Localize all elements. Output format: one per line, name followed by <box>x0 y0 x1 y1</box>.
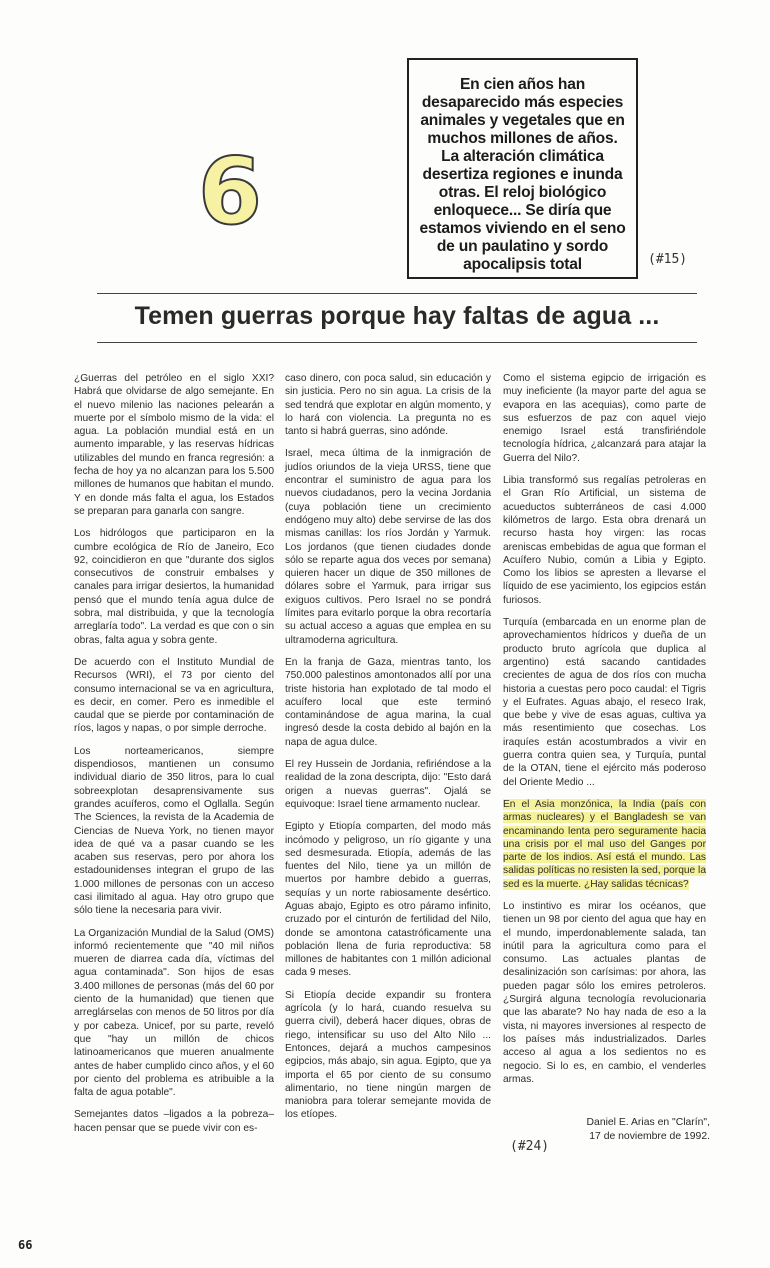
quote-reference: (#15) <box>648 252 688 267</box>
paragraph: El rey Hussein de Jordania, refiriéndose a la realidad de la zona descripta, dijo: "Esto dará origen a nuevas guerras". Ojalá se equivoque: Israel tiene armamento nuclear. <box>285 759 491 810</box>
paragraph: Turquía (embarcada en un enorme plan de aprovechamientos hídricos y dueña de un producto bruto agrícola que duplica al argentino) está sacando cantidades crecientes de agua de dos ríos con mucha historia a cuestas pero poco caudal: el Tigris y el Eufrates. Aguas abajo, el reseco Irak, que bebe y vive de esas aguas, cultiva ya más resentimiento que cosechas. Los iraquíes están acostumbrados a vivir en guerra contra quien sea, y Turquía, puntal de la OTAN, tiene el ejército más poderoso del Oriente Medio ... <box>503 617 706 788</box>
paragraph: Como el sistema egipcio de irrigación es muy ineficiente (la mayor parte del agua se evapora en las acequias), como parte de sus esfuerzos de paz con aquel viejo enemigo Israel está transfiriéndole tecnología hídrica, ¿alcanzará para atajar la Guerra del Nilo?. <box>503 373 706 464</box>
bottom-reference: (#24) <box>510 1139 550 1154</box>
byline <box>540 1116 710 1143</box>
paragraph: Libia transformó sus regalías petroleras en el Gran Río Artificial, un sistema de acueductos subterráneos de casi 4.000 kilómetros de largo. Esta obra drenará un recurso hasta hoy virgen: las rocas areniscas embebidas de agua que forman el Acuífero Nubio, común a Libia y Egipto. Como los libios se apresten a llevarse el líquido de ese yacimiento, los egipcios están furiosos. <box>503 475 706 606</box>
pull-quote-box <box>407 58 638 279</box>
article-headline: Temen guerras porque hay faltas de agua ... <box>134 302 660 330</box>
page-number: 66 <box>18 1238 33 1252</box>
paragraph: Los norteamericanos, siempre dispendiosos, mantienen un consumo individual diario de 350 litros, para lo cual sobreexplotan desaprensivamente sus grandes acuíferos, como el Ogllalla. Según The Sciences, la revista de la Academia de Ciencias de Nueva York, no tienen mayor idea de qué va a pasar cuando se les acaben sus reservas, pero por ahora los estadounidenses integran el grupo de las 1.000 millones de personas con un acceso casi ilimitado al agua. Hay otro grupo que sólo tiene la necesaria para vivir. <box>74 745 274 917</box>
paragraph: Israel, meca última de la inmigración de judíos oriundos de la vieja URSS, tiene que encontrar el suministro de agua para los nuevos ciudadanos, pero la vecina Jordania (cuya población tiene un crecimiento endógeno muy alto) debe servirse de las dos mismas canillas: los ríos Jordán y Yarmuk. Los jordanos (que tienen ciudades donde sólo se reparte agua dos veces por semana) quieren hacer un dique de 350 millones de dólares sobre el Yarmuk, para irrigar sus exiguos cultivos. Pero Israel no se pondrá límites para evitarlo porque la obra recortaría su actual acceso a aguas que emplea en su ultramoderna agricultura. <box>285 448 491 646</box>
highlight: En el Asia monzónica, la India (país con armas nucleares) y el Bangladesh se van encaminando lenta pero seguramente hacia una crisis por el mal uso del Ganges por parte de los indios. Así está el mundo. Las salidas políticas no resisten la sed, porque la sed es la muerte. ¿Hay salidas técnicas? <box>503 798 706 890</box>
highlighted-paragraph <box>503 798 706 891</box>
headline-rule-bottom <box>97 342 697 343</box>
text-column-1 <box>74 372 274 1144</box>
headline-rule-top <box>97 293 697 294</box>
paragraph: caso dinero, con poca salud, sin educación y sin justicia. Pero no sin agua. La crisis de la sed tendrá que explotar en algún momento, y lo hará con violencia. La pregunta no es tanto si habrá guerras, sino adónde. <box>285 373 491 438</box>
paragraph: Egipto y Etiopía comparten, del modo más incómodo y peligroso, un río gigante y una sed desmesurada. Etiopía, además de las fuentes del Nilo, tiene ya un millón de muertos por hambre debido a guerras, sequías y un norte rabiosamente desértico. Aguas abajo, Egipto es otro páramo infinito, cruzado por el cinturón de fertilidad del Nilo, donde se amontona catastróficamente una población llena de furia reproductiva: 58 millones de habitantes con 1 millón adicional cada 9 meses. <box>285 821 491 979</box>
paragraph: Semejantes datos –ligados a la pobreza– hacen pensar que se puede vivir con es- <box>74 1109 274 1134</box>
paragraph: La Organización Mundial de la Salud (OMS) informó recientemente que "40 mil niños mueren de diarrea cada día, víctimas del agua contaminada". Son hijos de esas 3.400 millones de personas (más del 60 por ciento de la humanidad) que tienen que arreglárselas con menos de 50 litros por día y por cabeza. Unicef, por su parte, reveló que "hay un millón de chicos latinoamericanos que mueren anualmente antes de haber cumplido cinco años, y el 60 por ciento del problema es atribuible a la falta de agua potable". <box>74 927 274 1099</box>
pull-quote-text: En cien años han desaparecido más especies animales y vegetales que en muchos millones de años. La alteración climática desertiza regiones e inunda otras. El reloj biológico enloquece... Se diría que estamos viviendo en el seno de un paulatino y sordo apocalipsis total <box>419 76 626 273</box>
paragraph: Lo instintivo es mirar los océanos, que tienen un 98 por ciento del agua que hay en el mundo, imperdonablemente salada, tan inútil para la agricultura como para el consumo. Las actuales plantas de desalinización son carísimas: por ahora, las pueden pagar sólo los emires petroleros. ¿Surgirá alguna tecnología revolucionaria que las abarate? No hay nada de eso a la vista, ni mayores inversiones al respecto de los países más industrializados. Darles acceso al agua a los sedientos no es negocio. Si lo es, en cambio, el venderles armas. <box>503 900 706 1085</box>
paragraph: ¿Guerras del petróleo en el siglo XXI? Habrá que olvidarse de algo semejante. En el nuevo milenio las naciones pelearán a muerte por el símbolo mismo de la vida: el agua. La población mundial está en un aumento imparable, y las reservas hídricas utilizables del mundo en franca regresión: a fecha de hoy ya no alcanzan para los 5.500 millones de humanos que habitan el mundo. Y en donde más falta el agua, los Estados se preparan para ganarla con sangre. <box>74 373 274 517</box>
section-number: 6 <box>198 138 263 245</box>
text-column-2 <box>285 372 491 1131</box>
paragraph: En la franja de Gaza, mientras tanto, los 750.000 palestinos amontonados allí por una triste historia han explotado de tal modo el acuífero local que este terminó contaminándose de agua marina, la cual ingresó desde la costa debido al bajón en la napa de agua dulce. <box>285 656 491 748</box>
byline-author: Daniel E. Arias en "Clarín", <box>586 1117 710 1128</box>
paragraph: De acuerdo con el Instituto Mundial de Recursos (WRI), el 73 por ciento del consumo internacional se va en agricultura, es decir, en comer. Pero es inmedible el caudal que se pierde por contaminación de ríos, lagos y napas, o por simple derroche. <box>74 656 274 735</box>
text-column-3 <box>503 372 706 1095</box>
paragraph: Los hidrólogos que participaron en la cumbre ecológica de Río de Janeiro, Eco 92, coincidieron en que "durante dos siglos consecutivos de construir embalses y canales para irrigar desiertos, la humanidad pensó que el mundo tenía agua dulce de sobra, mal distribuida, y que la tecnología arreglaría todo". La verdad es que con o sin obras, falta agua y sobra gente. <box>74 528 274 646</box>
byline-date: 17 de noviembre de 1992. <box>589 1130 710 1142</box>
paragraph: Si Etiopía decide expandir su frontera agrícola (y lo hará, cuando resuelva su guerra civil), deberá hacer diques, obras de riego, intensificar su uso del Alto Nilo ... Entonces, dejará a muchos campesinos egipcios, más abajo, sin agua. Egipto, que ya importa el 65 por ciento de su consumo alimentario, no tiene ningún margen de maniobra para tolerar semejante movida de los etíopes. <box>285 989 491 1121</box>
